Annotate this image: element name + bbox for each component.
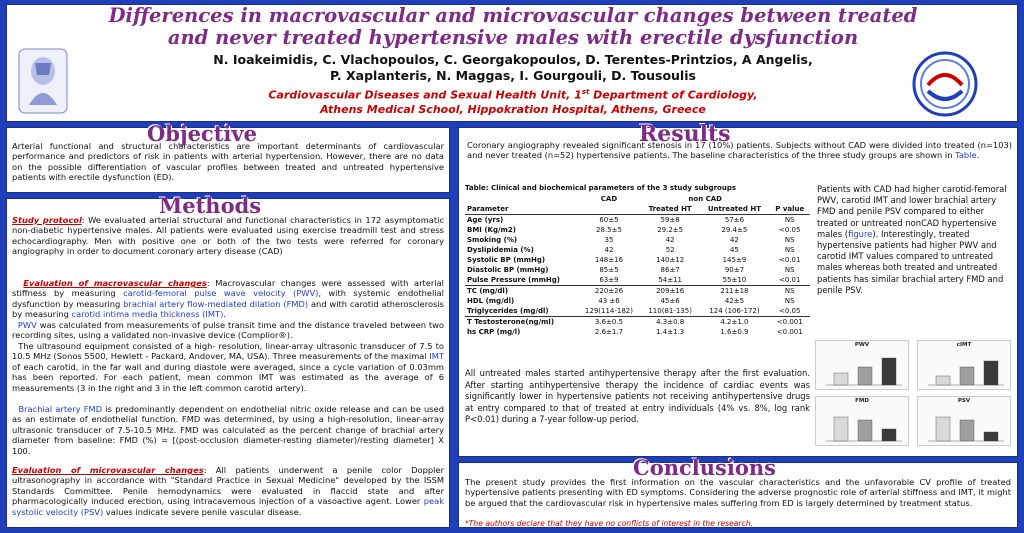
- methods-panel: [6, 193, 450, 528]
- table-cell: 4.3±0.8: [641, 317, 699, 328]
- mini-chart-bar: [882, 358, 896, 385]
- mini-chart-plot: [820, 349, 904, 387]
- mini-chart-bar: [960, 420, 974, 441]
- mini-chart-plot: [820, 405, 904, 443]
- table-cell: 1.4±1.3: [656, 328, 685, 336]
- table-cell: 220±26: [577, 286, 641, 297]
- table-cell: NS: [784, 266, 795, 274]
- baseline-table: [465, 184, 810, 337]
- table-cell: 4.2±1.0: [699, 317, 769, 328]
- table-cell: <0.05: [779, 307, 801, 315]
- table-link[interactable]: Table: [955, 150, 977, 161]
- table-row-label: Systolic BP (mmHg): [467, 256, 546, 264]
- mini-chart-plot: [922, 405, 1006, 443]
- table-cell: 52: [665, 246, 675, 254]
- poster-title: [7, 5, 1019, 49]
- table-cell: 60±5: [577, 215, 641, 226]
- table-row-label: Diastolic BP (mmHg): [467, 266, 549, 274]
- mini-chart-bar: [984, 432, 998, 441]
- table-row-label: Triglycerides (mg/dl): [467, 307, 549, 315]
- table-cell: 57±6: [699, 215, 769, 226]
- affiliation-line-1: Cardiovascular Diseases and Sexual Health Unit, 1st Department of Cardiology,: [268, 88, 758, 102]
- table-cell: 63±9: [599, 276, 619, 284]
- table-cell: NS: [769, 286, 810, 297]
- table-row: [465, 235, 810, 245]
- table-row-label: T Testosterone(ng/ml): [465, 317, 577, 328]
- table-header-cell: Parameter: [467, 205, 509, 213]
- mini-chart-bar: [834, 373, 848, 385]
- mini-chart-bar: [960, 367, 974, 385]
- mini-chart-title: PWV: [854, 342, 870, 348]
- results-title: Results: [639, 121, 731, 147]
- table-cell: 28.5±5: [596, 226, 622, 234]
- mini-chart-plot: [922, 349, 1006, 387]
- table-row: [465, 327, 810, 337]
- table-header-cell: [577, 204, 641, 215]
- table-cell: NS: [784, 297, 795, 305]
- table-cell: 42: [729, 236, 739, 244]
- table-cell: 90±7: [724, 266, 745, 274]
- macrovascular-label: Evaluation of macrovascular changes: [23, 278, 207, 288]
- table-header-cell: P value: [775, 205, 805, 213]
- mini-chart-bar: [834, 417, 848, 441]
- table-group-header: [465, 194, 810, 204]
- table-cell: 145±9: [722, 256, 747, 264]
- table-cell: 42: [665, 236, 675, 244]
- mini-chart-bar: [984, 361, 998, 385]
- table-cell: <0.05: [779, 226, 801, 234]
- table-cell: 129(114-182): [584, 307, 633, 315]
- methods-fmd: Brachial artery FMD is predominantly dependent on endothelial nitric oxide release and can be used as an estimate of endothelial function. FMD was determined, by using a high-resolution, linear-array ultrasonic transducer of 7.5-10.5 MHz. FMD was calculated as the percent change of brachial artery diameter from baseline: FMD (%) = [(post-occlusion diameter-resting diameter)/resting diameter] X 100.: [12, 404, 444, 456]
- table-row: [465, 265, 810, 275]
- results-figure: [815, 340, 1013, 446]
- table-cell: 209±16: [641, 286, 699, 297]
- table-row: [465, 306, 810, 317]
- table-row: [465, 225, 810, 235]
- title-line-1: Differences in macrovascular and microvascular changes between treated: [108, 4, 918, 27]
- table-cell: 43 ±6: [598, 297, 620, 305]
- methods-protocol: Study protocol: We evaluated arterial structural and functional characteristics in 172 asymptomatic non-diabetic hypertensive males. All patients were evaluated using exercise treadmill test and stress echocardiography. Men with positive one or both of the two tests were referred for coronary angiography in order to document coronary artery disease (CAD): [12, 215, 445, 257]
- table-cell: 85±5: [599, 266, 619, 274]
- mini-chart-bar: [882, 429, 896, 441]
- table-row-label: Dyslipidemia (%): [467, 246, 534, 254]
- study-protocol-label: Study protocol: [12, 215, 82, 225]
- methods-macro: Evaluation of macrovascular changes: Macrovascular changes were assessed with arterial stiffness by measuring carotid-femoral pulse wave velocity (PWV), with systemic endothelial dysfunction by measuring brachial artery flow-mediated dilation (FMD) and with carotid atherosclerosis by measuring carotid intima media thickness (IMT).: [12, 278, 445, 320]
- table-cell: 1.6±0.9: [720, 328, 749, 336]
- mini-chart-title: PSV: [957, 398, 971, 404]
- mini-chart-bar: [858, 420, 872, 441]
- table-cell: 42±5: [724, 297, 745, 305]
- objective-title: Objective: [147, 121, 257, 146]
- group-cad: CAD: [600, 195, 618, 203]
- table-cell: 110(81-135): [648, 307, 692, 315]
- table-row-label: Age (yrs): [465, 215, 577, 226]
- objective-panel: [6, 121, 450, 193]
- table-cell: 86±7: [660, 266, 680, 274]
- table-cell: 29.4±5: [721, 226, 748, 234]
- methods-micro: Evaluation of microvascular changes: All patients underwent a penile color Doppler ultrasonography in accordance with "Standard Practice in Sexual Medicine" developed by the ISSM Standards Committee. Penile hemodynamics were evaluated in flaccid state and after pharmacologically induced erection, using intracavernous injection of a vasoactive agent. Lower peak systolic velocity (PSV) values indicate severe penile vascular disease.: [12, 465, 444, 517]
- title-line-2: and never treated hypertensive males with erectile dysfunction: [167, 26, 859, 49]
- table-header-cell: Treated HT: [648, 205, 692, 213]
- table-cell: NS: [769, 215, 810, 226]
- figure-link[interactable]: figure: [848, 228, 873, 239]
- methods-pwv: PWV was calculated from measurements of pulse transit time and the distance traveled between two recording sites, using a validated non-invasive device (Complior®).: [12, 320, 444, 341]
- mini-chart: [815, 396, 909, 446]
- table-row-label: Smoking (%): [467, 236, 518, 244]
- table-row-label: BMI (Kg/m2): [467, 226, 516, 234]
- table-cell: <0.01: [779, 256, 801, 264]
- conclusions-panel: [458, 455, 1018, 528]
- objective-text: Arterial functional and structural characteristics are important determinants of cardiovascular performance and predictors of risk in patients with arterial hypertension. However, there are no data on the possible differentiation of vascular profiles between treated and untreated hypertensive patients with erectile dysfunction (ED).: [12, 141, 444, 183]
- conclusions-text: The present study provides the first information on the vascular characteristics and the unfavorable CV profile of treated hypertensive patients presenting with ED symptoms. Considering the adverse prognostic role of arterial stiffness and IMT, it might be argued that the cardiovascular risk in hypertensive males suffering from ED is largely determined by treatment status.: [465, 477, 1011, 508]
- table-header-row: [465, 204, 810, 215]
- affiliation-line-2: Athens Medical School, Hippokration Hospital, Athens, Greece: [320, 102, 706, 116]
- conclusions-title: Conclusions: [633, 455, 776, 480]
- table-cell: NS: [784, 236, 795, 244]
- table-cell: 42: [604, 246, 614, 254]
- table-row: [465, 255, 810, 265]
- table-cell: <0.001: [776, 328, 803, 336]
- table-caption: Table: Clinical and biochemical parameters of the 3 study subgroups: [465, 184, 736, 192]
- table-row: [465, 275, 810, 286]
- table-header-cell: Untreated HT: [707, 205, 761, 213]
- table-cell: NS: [784, 246, 795, 254]
- table-row: [465, 215, 810, 226]
- table-row-label: Pulse Pressure (mmHg): [467, 276, 561, 284]
- mini-chart-bar: [936, 376, 950, 385]
- authors: [7, 52, 1019, 84]
- results-followup: All untreated males started antihypertensive therapy after the first evaluation. After starting antihypertensive therapy the incidence of cardiac events was significantly lower in hypertensive patients not receiving antihypertensive drugs at entry compared to that of treated at entry individuals (4% vs. 8%, log rank P<0.01) during a 7-year follow-up period.: [465, 368, 810, 425]
- mini-chart-bar: [858, 367, 872, 385]
- table-row-label: hs CRP (mg/l): [467, 328, 521, 336]
- table-cell: 54±11: [658, 276, 682, 284]
- conflict-disclaimer: *The authors declare that they have no conflicts of interest in the research.: [465, 519, 753, 528]
- table-cell: 124 (106-172): [709, 307, 760, 315]
- table-cell: 55±10: [722, 276, 747, 284]
- mini-chart: [815, 340, 909, 390]
- table-cell: 45: [729, 246, 739, 254]
- table-cell: 59±8: [641, 215, 699, 226]
- table-row: [465, 286, 810, 297]
- table-cell: 29.2±5: [657, 226, 684, 234]
- poster-header: [6, 4, 1018, 122]
- table-cell: <0.001: [769, 317, 810, 328]
- results-intro: Coronary angiography revealed significant stenosis in 17 (10%) patients. Subjects without CAD were divided into treated (n=103) and never treated (n=52) hypertensive patients. The baseline characteristics of the three study groups are shown in Table.: [467, 140, 1012, 161]
- table-cell: 3.6±0.5: [577, 317, 641, 328]
- mini-chart: [917, 340, 1011, 390]
- table-cell: 45±6: [660, 297, 680, 305]
- microvascular-label: Evaluation of microvascular changes: [12, 465, 204, 475]
- table-cell: <0.01: [779, 276, 801, 284]
- table-row: [465, 317, 810, 328]
- table-row-label: TC (mg/dl): [465, 286, 577, 297]
- table-cell: 211±18: [699, 286, 769, 297]
- mini-chart: [917, 396, 1011, 446]
- mini-chart-bar: [936, 417, 950, 441]
- table-cell: 35: [604, 236, 614, 244]
- authors-line-2: P. Xaplanteris, N. Maggas, I. Gourgouli, D. Tousoulis: [330, 68, 696, 83]
- table-cell: 2.6±1.7: [594, 328, 624, 336]
- results-panel: [458, 121, 1018, 457]
- table-row: [465, 245, 810, 255]
- table-row-label: HDL (mg/dl): [467, 297, 515, 305]
- group-noncad: non CAD: [688, 195, 722, 203]
- methods-title: Methods: [159, 193, 262, 218]
- mini-chart-title: FMD: [855, 398, 869, 404]
- table-cell: 148±16: [594, 256, 624, 264]
- methods-ultrasound: The ultrasound equipment consisted of a high- resolution, linear-array ultrasonic transducer of 7.5 to 10.5 MHz (Sonos 5500, Hewlett - Packard, Andover, MA, USA). Three measurements of the maximal IMT of each carotid, in the far wall and during diastole were averaged, since a cycle variation of 0.03mm has been reported. For each patient, mean common IMT was estimated as the average of 6 measurements (3 in the right and 3 in the left common carotid artery).: [12, 341, 444, 393]
- affiliation: [7, 85, 1019, 117]
- authors-line-1: N. Ioakeimidis, C. Vlachopoulos, C. Georgakopoulos, D. Terentes-Printzios, A Angelis,: [213, 52, 813, 67]
- results-side-text: Patients with CAD had higher carotid-femoral PWV, carotid IMT and lower brachial artery FMD and penile PSV compared to either treated or untreated nonCAD hypertensive males (figure). Interestingly, treated hypertensive patients had higher PWV and carotid IMT values compared to untreated males whereas both treated and untreated patients has similar brachial artery FMD and penile PSV.: [817, 184, 1007, 295]
- table-row: [465, 296, 810, 306]
- mini-chart-title: cIMT: [956, 342, 972, 348]
- table-cell: 140±12: [656, 256, 685, 264]
